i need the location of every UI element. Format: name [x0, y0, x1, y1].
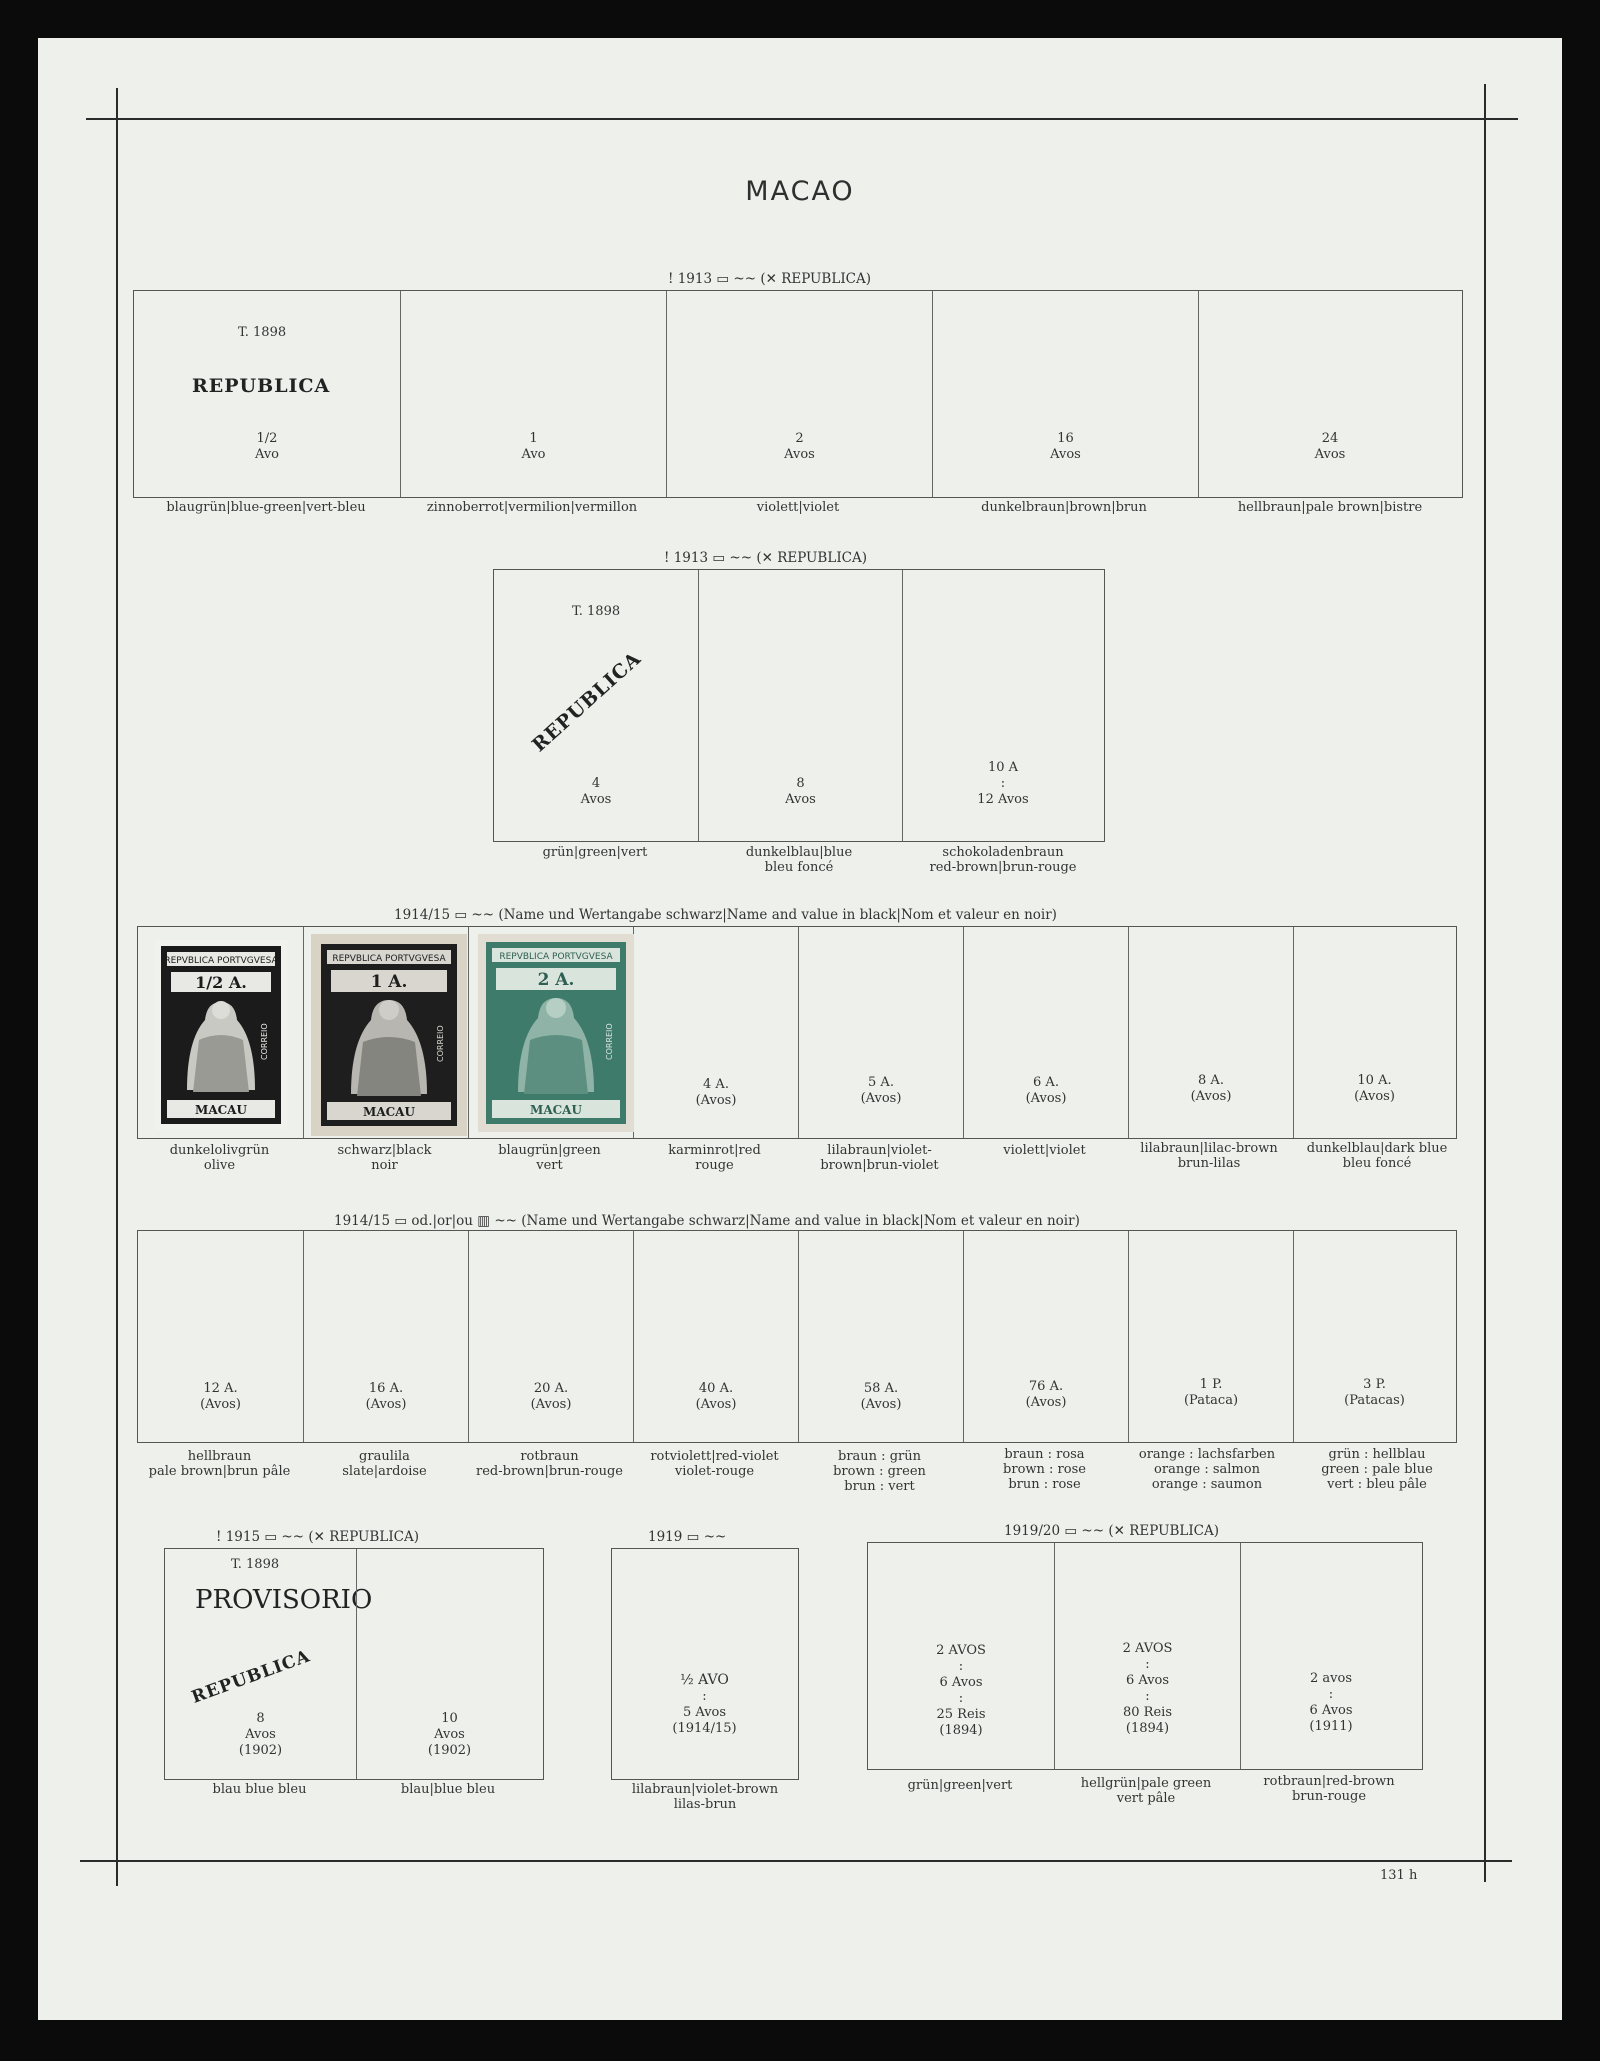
denomination-unit: Avo	[521, 447, 546, 462]
denomination-unit: Avos	[580, 792, 612, 807]
stamp-row-1913-b	[493, 569, 1105, 842]
stamp-space[interactable]	[400, 291, 666, 497]
stamp-row-1919	[611, 1548, 799, 1780]
color-caption: orange : salmon	[1154, 1462, 1260, 1477]
denomination-separator: :	[702, 1689, 707, 1704]
color-caption: blaugrün|blue-green|vert-bleu	[166, 500, 366, 515]
stamp-space[interactable]	[1293, 1231, 1455, 1442]
denomination-unit: (Avos)	[695, 1093, 737, 1108]
stamp-space[interactable]	[666, 291, 932, 497]
color-caption: grün : hellblau	[1328, 1447, 1426, 1462]
stamp-row-1919-20	[867, 1542, 1423, 1770]
denomination-unit: (Avos)	[365, 1397, 407, 1412]
stamp-inscription-side: CORREIO	[605, 1023, 614, 1060]
denomination-year: (1911)	[1309, 1719, 1353, 1734]
mounted-stamp[interactable]	[478, 934, 634, 1136]
color-caption: blau blue bleu	[212, 1782, 307, 1797]
denomination: 12 A.	[203, 1381, 238, 1396]
color-caption: brown : green	[833, 1464, 926, 1479]
denomination: 16 A.	[368, 1381, 404, 1396]
stamp-inscription-top: REPVBLICA PORTVGVESA	[332, 954, 446, 964]
stamp-space[interactable]	[902, 570, 1103, 841]
denomination-unit: Avos	[245, 1727, 276, 1742]
section-header-1914-15-a: 1914/15 ▭ ~~ (Name und Wertangabe schwarz|Name and value in black|Nom et valeur en noir)	[394, 907, 1057, 923]
color-caption: bleu foncé	[764, 860, 834, 875]
stamp-space[interactable]	[633, 927, 798, 1138]
type-note: T. 1898	[231, 1557, 280, 1572]
denomination-unit: Avos	[784, 447, 815, 462]
denomination-separator: :	[1145, 1657, 1150, 1672]
denomination: 10 A.	[1357, 1073, 1392, 1088]
stamp-space[interactable]	[612, 1549, 797, 1779]
color-caption: orange : saumon	[1151, 1477, 1263, 1492]
color-caption: violett|violet	[756, 500, 840, 515]
denomination-unit: Avo	[254, 447, 280, 462]
stamp-value: 1/2 A.	[195, 973, 247, 992]
color-caption: slate|ardoise	[342, 1464, 427, 1479]
color-caption: vert pâle	[1116, 1791, 1176, 1806]
denomination-year: (1902)	[427, 1743, 472, 1758]
color-caption: brun-lilas	[1177, 1156, 1241, 1171]
denomination-unit: 6 Avos	[1309, 1703, 1353, 1718]
stamp-inscription-side: CORREIO	[436, 1025, 445, 1062]
stamp-space[interactable]	[356, 1549, 542, 1779]
stamp-row-1913-a	[133, 290, 1463, 498]
color-caption: grün|green|vert	[907, 1778, 1013, 1793]
color-caption: red-brown|brun-rouge	[476, 1464, 623, 1479]
denomination-unit: (Avos)	[695, 1397, 737, 1412]
denomination-separator: :	[958, 1691, 964, 1706]
color-caption: blau|blue bleu	[400, 1782, 496, 1797]
denomination-unit: (Avos)	[1354, 1089, 1395, 1104]
stamp-space[interactable]	[303, 1231, 468, 1442]
denomination: 4	[591, 776, 601, 791]
color-caption: brun : vert	[844, 1479, 915, 1494]
color-caption: violet-rouge	[674, 1464, 755, 1479]
color-caption: karminrot|red	[668, 1143, 761, 1158]
stamp-space[interactable]	[1240, 1543, 1421, 1769]
color-caption: graulila	[359, 1449, 410, 1464]
page-title: MACAO	[745, 176, 855, 207]
stamp-value: 1 A.	[370, 972, 408, 992]
color-caption: rotviolett|red-violet	[650, 1449, 779, 1464]
denomination: 8	[796, 776, 805, 791]
denomination: 1	[529, 431, 538, 446]
denomination-unit: Avos	[434, 1727, 465, 1742]
color-caption: dunkelolivgrün	[169, 1143, 270, 1158]
stamp-space[interactable]	[138, 1231, 303, 1442]
left-border-line	[116, 88, 118, 1886]
color-caption: noir	[371, 1158, 398, 1173]
mounted-stamp[interactable]	[311, 934, 467, 1140]
color-caption: schokoladenbraun	[942, 845, 1064, 860]
color-caption: olive	[203, 1158, 236, 1173]
denomination-unit: 6 Avos	[1125, 1673, 1170, 1688]
mounted-stamp[interactable]	[155, 940, 287, 1134]
denomination-unit: (Avos)	[1025, 1091, 1067, 1106]
stamp-space[interactable]	[633, 1231, 798, 1442]
denomination: 24	[1321, 431, 1339, 446]
top-border-line	[86, 118, 1518, 120]
color-caption: hellbraun	[187, 1449, 252, 1464]
stamp-space[interactable]	[963, 927, 1128, 1138]
denomination-unit: Avos	[1314, 447, 1346, 462]
stamp-space[interactable]	[868, 1543, 1054, 1769]
denomination-unit: Avos	[1050, 447, 1081, 462]
stamp-row-1914-15-b	[137, 1230, 1457, 1443]
denomination-unit: 6 Avos	[939, 1675, 983, 1690]
denomination-separator: :	[1000, 776, 1006, 791]
denomination: 40 A.	[698, 1381, 734, 1396]
overprint-republica-diagonal: REPUBLICA	[189, 1646, 314, 1708]
denomination: 58 A.	[863, 1381, 899, 1396]
color-caption: lilabraun|violet-brown	[631, 1782, 779, 1797]
page-number: 131 h	[1380, 1868, 1418, 1883]
stamp-space[interactable]	[1128, 1231, 1293, 1442]
color-caption: rotbraun	[520, 1449, 579, 1464]
denomination-year: (1914/15)	[672, 1721, 737, 1736]
color-caption: rouge	[695, 1158, 734, 1173]
denomination-unit: (Avos)	[1025, 1395, 1067, 1410]
color-caption: lilabraun|lilac-brown	[1140, 1141, 1278, 1156]
denomination: 1 P.	[1199, 1377, 1223, 1392]
stamp-space[interactable]	[494, 570, 698, 841]
denomination-unit: (Avos)	[860, 1397, 902, 1412]
stamp-inscription-top: REPVBLICA PORTVGVESA	[499, 952, 613, 962]
denomination: 4 A.	[703, 1077, 729, 1092]
denomination-separator: :	[1328, 1687, 1334, 1702]
bottom-border-line	[80, 1860, 1512, 1862]
color-caption: braun : grün	[838, 1449, 921, 1464]
denomination: 6 A.	[1033, 1075, 1059, 1090]
color-caption: dunkelblau|dark blue	[1306, 1141, 1448, 1156]
color-caption: brun : rose	[1008, 1477, 1081, 1492]
denomination: 76 A.	[1028, 1379, 1064, 1394]
color-caption: bleu foncé	[1342, 1156, 1412, 1171]
denomination: ½ AVO	[680, 1672, 729, 1688]
denomination: 2	[795, 431, 804, 446]
color-caption: blaugrün|green	[498, 1143, 601, 1158]
stamp-inscription-bottom: MACAU	[363, 1105, 415, 1119]
stamp-space[interactable]	[134, 291, 400, 497]
denomination-unit: Avos	[785, 792, 816, 807]
denomination-unit: 5 Avos	[682, 1705, 727, 1720]
color-caption: zinnoberrot|vermilion|vermillon	[426, 500, 638, 515]
color-caption: hellbraun|pale brown|bistre	[1237, 500, 1423, 515]
overprint-republica: REPUBLICA	[192, 375, 331, 397]
section-header-1914-15-b: 1914/15 ▭ od.|or|ou ▥ ~~ (Name und Wertangabe schwarz|Name and value in black|Nom et valeur en noir)	[334, 1213, 1080, 1229]
section-header-1913-a: ! 1913 ▭ ~~ (✕ REPUBLICA)	[668, 271, 872, 287]
denomination-separator: :	[958, 1659, 964, 1674]
color-caption: lilas-brun	[673, 1797, 737, 1812]
denomination: 2 avos	[1310, 1671, 1352, 1686]
color-caption: pale brown|brun pâle	[148, 1464, 291, 1479]
denomination-year: (1894)	[939, 1723, 983, 1738]
section-header-1919-20: 1919/20 ▭ ~~ (✕ REPUBLICA)	[1004, 1523, 1220, 1539]
stamp-space[interactable]	[1054, 1543, 1240, 1769]
denomination: 10	[441, 1711, 458, 1726]
color-caption: dunkelblau|blue	[745, 845, 853, 860]
denomination-unit: 12 Avos	[977, 792, 1029, 807]
denomination: 5 A.	[868, 1075, 894, 1090]
color-caption: braun : rosa	[1004, 1447, 1085, 1462]
color-caption: green : pale blue	[1321, 1462, 1433, 1477]
color-caption: schwarz|black	[337, 1143, 432, 1158]
denomination-unit: (Avos)	[860, 1091, 902, 1106]
stamp-space[interactable]	[963, 1231, 1128, 1442]
stamp-inscription-bottom: MACAU	[195, 1103, 247, 1117]
color-caption: lilabraun|violet-	[827, 1143, 932, 1158]
right-border-line	[1484, 84, 1486, 1882]
stamp-space[interactable]	[798, 927, 963, 1138]
section-header-1919: 1919 ▭ ~~	[648, 1529, 727, 1545]
denomination-unit: (Patacas)	[1344, 1393, 1405, 1408]
stamp-space[interactable]	[1128, 927, 1293, 1138]
stamp-inscription-bottom: MACAU	[530, 1103, 582, 1117]
type-note: T. 1898	[238, 325, 287, 340]
stamp-space[interactable]	[798, 1231, 963, 1442]
denomination: 8	[256, 1711, 265, 1726]
color-caption: grün|green|vert	[542, 845, 648, 860]
color-caption: rotbraun|red-brown	[1263, 1774, 1395, 1789]
denomination-year: (1902)	[238, 1743, 283, 1758]
denomination: 2 AVOS	[1122, 1641, 1173, 1656]
stamp-inscription-top: REPVBLICA PORTVGVESA	[164, 956, 278, 966]
overprint-provisorio: PROVISORIO	[195, 1585, 373, 1615]
denomination-original: 25 Reis	[936, 1707, 986, 1722]
stamp-space[interactable]	[932, 291, 1198, 497]
denomination: 3 P.	[1363, 1377, 1386, 1392]
denomination-unit: (Pataca)	[1183, 1393, 1239, 1408]
color-caption: brown|brun-violet	[820, 1158, 939, 1173]
color-caption: hellgrün|pale green	[1080, 1776, 1212, 1791]
color-caption: brun-rouge	[1291, 1789, 1367, 1804]
color-caption: red-brown|brun-rouge	[929, 860, 1077, 875]
color-caption: vert : bleu pâle	[1327, 1477, 1427, 1492]
color-caption: orange : lachsfarben	[1138, 1447, 1276, 1462]
stamp-space[interactable]	[1198, 291, 1461, 497]
section-header-1915: ! 1915 ▭ ~~ (✕ REPUBLICA)	[216, 1529, 420, 1545]
stamp-value: 2 A.	[537, 970, 575, 990]
denomination-unit: (Avos)	[1190, 1089, 1232, 1104]
stamp-space[interactable]	[468, 1231, 633, 1442]
denomination: 1/2	[256, 431, 278, 446]
denomination: 8 A.	[1198, 1073, 1224, 1088]
stamp-space[interactable]	[698, 570, 902, 841]
denomination: 20 A.	[533, 1381, 569, 1396]
denomination-unit: (Avos)	[200, 1397, 241, 1412]
denomination-unit: (Avos)	[530, 1397, 572, 1412]
denomination: 10 A	[987, 760, 1019, 775]
color-caption: dunkelbraun|brown|brun	[981, 500, 1147, 515]
denomination-original: 80 Reis	[1123, 1705, 1172, 1720]
stamp-space[interactable]	[1293, 927, 1455, 1138]
denomination-year: (1894)	[1125, 1721, 1170, 1736]
section-header-1913-b: ! 1913 ▭ ~~ (✕ REPUBLICA)	[664, 550, 868, 566]
denomination: 16	[1057, 431, 1074, 446]
denomination-separator: :	[1145, 1689, 1150, 1704]
color-caption: violett|violet	[1003, 1143, 1086, 1158]
color-caption: vert	[536, 1158, 563, 1173]
color-caption: brown : rose	[1003, 1462, 1086, 1477]
stamp-row-1915	[164, 1548, 544, 1780]
stamp-inscription-side: CORREIO	[260, 1023, 269, 1060]
type-note: T. 1898	[572, 604, 621, 619]
stamp-space[interactable]	[165, 1549, 373, 1779]
overprint-republica-diagonal: REPUBLICA	[528, 647, 646, 757]
denomination: 2 AVOS	[936, 1643, 986, 1658]
